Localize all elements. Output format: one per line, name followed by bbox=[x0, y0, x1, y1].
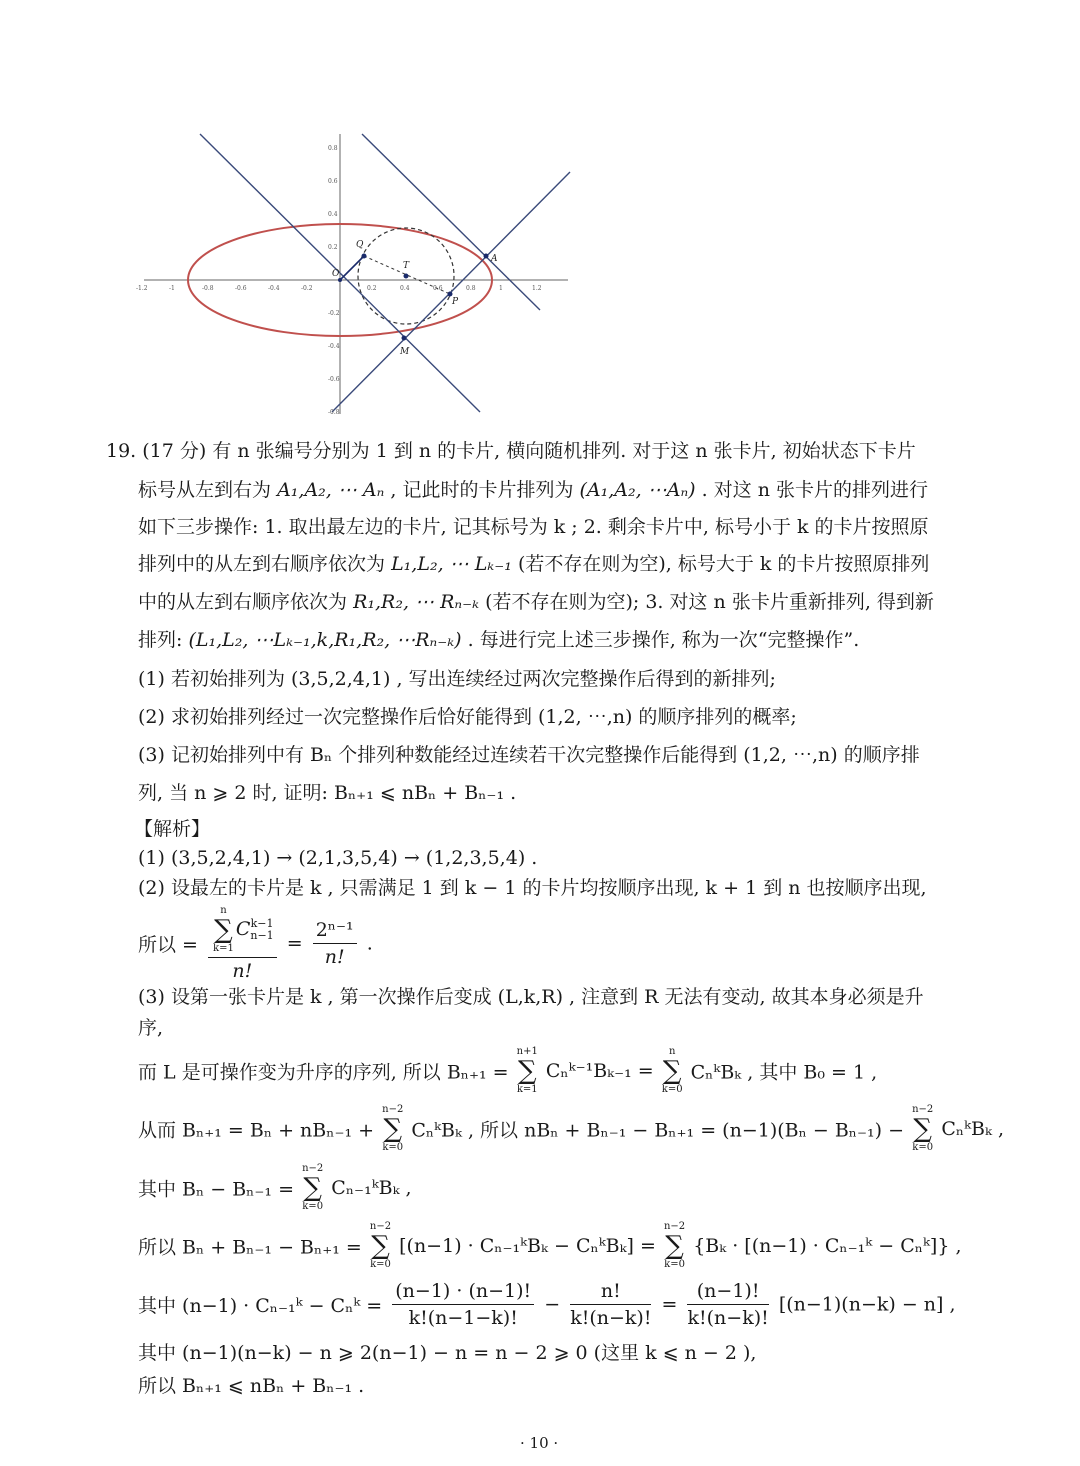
y-tick-label: 0.4 bbox=[328, 211, 338, 218]
label-O: O bbox=[332, 269, 340, 279]
subquestion-3-b: 列, 当 n ⩾ 2 时, 证明: Bₙ₊₁ ⩽ nBₙ + Bₙ₋₁ . bbox=[138, 782, 517, 804]
point-P bbox=[448, 292, 453, 297]
y-tick-label: 0.6 bbox=[328, 178, 338, 185]
segment-OQ bbox=[340, 256, 364, 280]
x-tick-label: 1 bbox=[499, 285, 503, 292]
page-number: · 10 · bbox=[520, 1434, 559, 1452]
problem-number: 19. bbox=[106, 440, 137, 462]
x-tick-label: 0.8 bbox=[466, 285, 476, 292]
solution-line-where3: 其中 (n−1)(n−k) − n ⩾ 2(n−1) − n = n − 2 ⩾ 0 (这里 k ⩽ n − 2 ), bbox=[138, 1342, 757, 1364]
x-tick-label: -1 bbox=[169, 285, 175, 292]
problem-line-6: 排列: (L₁,L₂, ⋯Lₖ₋₁,k,R₁,R₂, ⋯Rₙ₋ₖ) . 每进行完上述三步操作, 称为一次“完整操作”. bbox=[138, 629, 860, 651]
solution-conclusion: 所以 Bₙ₊₁ ⩽ nBₙ + Bₙ₋₁ . bbox=[138, 1375, 365, 1397]
label-T: T bbox=[403, 261, 410, 271]
x-tick-label: 0.2 bbox=[367, 285, 377, 292]
problem-line-4: 排列中的从左到右顺序依次为 L₁,L₂, ⋯ Lₖ₋₁ (若不存在则为空), 标号大于 k 的卡片按照原排列 bbox=[138, 553, 930, 575]
y-tick-label: 0.8 bbox=[328, 145, 338, 152]
y-tick-label: -0.4 bbox=[328, 343, 340, 350]
point-Q bbox=[362, 254, 367, 259]
y-tick-label: -0.6 bbox=[328, 376, 340, 383]
problem-line-5: 中的从左到右顺序依次为 R₁,R₂, ⋯ Rₙ₋ₖ (若不存在则为空); 3. 对这 n 张卡片重新排列, 得到新 bbox=[138, 591, 934, 613]
solution-line-where1: 其中 Bₙ − Bₙ₋₁ = n−2 ∑ k=0 Cₙ₋₁ᵏBₖ , bbox=[138, 1163, 412, 1212]
problem-line-1: 19. (17 分) 有 n 张编号分别为 1 到 n 的卡片, 横向随机排列. 对于这 n 张卡片, 初始状态下卡片 bbox=[106, 440, 916, 462]
solution-1: (1) (3,5,2,4,1) → (2,1,3,5,4) → (1,2,3,5,4) . bbox=[138, 847, 538, 869]
x-tick-label: 1.2 bbox=[532, 285, 542, 292]
problem-line-3: 如下三步操作: 1. 取出最左边的卡片, 记其标号为 k ; 2. 剩余卡片中, 标号小于 k 的卡片按照原 bbox=[138, 516, 929, 538]
y-tick-label: 0.2 bbox=[328, 244, 338, 251]
solution-line-L: 而 L 是可操作变为升序的序列, 所以 Bₙ₊₁ = n+1 ∑ k=1 Cₙᵏ⁻¹Bₖ₋₁ = n ∑ k=0 CₙᵏBₖ , 其中 B₀ = 1 , bbox=[138, 1046, 878, 1095]
subquestion-2: (2) 求初始排列经过一次完整操作后恰好能得到 (1,2, ⋯,n) 的顺序排列的概率; bbox=[138, 706, 797, 728]
solution-2: (2) 设最左的卡片是 k , 只需满足 1 到 k − 1 的卡片均按顺序出现, k + 1 到 n 也按顺序出现, bbox=[138, 877, 927, 899]
solution-line-where2: 其中 (n−1) · Cₙ₋₁ᵏ − Cₙᵏ = $\frac{(n-1) \cdot (n-1)!}{k!(n-1-k)!}$ − $\frac{n!}{k!(n-k)!}$ = $\frac{(n-1)!}{k!(n-k)!}$ [(n−1)(n−k) − n] , bbox=[138, 1280, 956, 1329]
solution-line-thus: 从而 Bₙ₊₁ = Bₙ + nBₙ₋₁ + n−2 ∑ k=0 CₙᵏBₖ , 所以 nBₙ + Bₙ₋₁ − Bₙ₊₁ = (n−1)(Bₙ − Bₙ₋₁) − n−2 ∑ k=0 CₙᵏBₖ , bbox=[138, 1104, 1004, 1153]
solution-2-formula: 所以 = n ∑ k=1 C k−1 n−1 n! = $\frac{\text{2ⁿ⁻¹}}{n!}$ . bbox=[138, 905, 373, 982]
y-tick-label: -0.2 bbox=[328, 310, 340, 317]
x-tick-label: -1.2 bbox=[136, 285, 148, 292]
x-tick-label: 0.4 bbox=[400, 285, 410, 292]
solution-3-b: 序, bbox=[138, 1017, 164, 1039]
point-M bbox=[402, 336, 407, 341]
solution-line-sothen: 所以 Bₙ + Bₙ₋₁ − Bₙ₊₁ = n−2 ∑ k=0 [(n−1) · Cₙ₋₁ᵏBₖ − CₙᵏBₖ] = n−2 ∑ k=0 {Bₖ · [(n−1) · Cₙ₋₁ᵏ − Cₙᵏ]} , bbox=[138, 1221, 962, 1270]
label-Q: Q bbox=[356, 240, 364, 250]
x-tick-label: -0.8 bbox=[202, 285, 214, 292]
solution-3-a: (3) 设第一张卡片是 k , 第一次操作后变成 (L,k,R) , 注意到 R 无法有变动, 故其本身必须是升 bbox=[138, 986, 924, 1008]
x-tick-label: 0.6 bbox=[433, 285, 443, 292]
ellipse-figure bbox=[136, 128, 572, 418]
x-tick-label: -0.2 bbox=[301, 285, 313, 292]
point-A bbox=[484, 254, 489, 259]
problem-line-2: 标号从左到右为 A₁,A₂, ⋯ Aₙ , 记此时的卡片排列为 (A₁,A₂, ⋯Aₙ) . 对这 n 张卡片的排列进行 bbox=[138, 479, 929, 501]
line-through-A bbox=[362, 134, 540, 310]
x-tick-label: -0.6 bbox=[235, 285, 247, 292]
problem-score: (17 分) bbox=[142, 440, 207, 462]
subquestion-3-a: (3) 记初始排列中有 Bₙ 个排列种数能经过连续若干次完整操作后能得到 (1,2, ⋯,n) 的顺序排 bbox=[138, 744, 920, 766]
point-T bbox=[404, 274, 409, 279]
y-tick-label: -0.8 bbox=[328, 409, 340, 416]
label-A: A bbox=[491, 254, 498, 264]
label-M: M bbox=[400, 347, 410, 357]
solution-heading: 【解析】 bbox=[134, 818, 211, 840]
x-tick-label: -0.4 bbox=[268, 285, 280, 292]
subquestion-1: (1) 若初始排列为 (3,5,2,4,1) , 写出连续经过两次完整操作后得到的新排列; bbox=[138, 668, 776, 690]
label-P: P bbox=[452, 297, 459, 307]
